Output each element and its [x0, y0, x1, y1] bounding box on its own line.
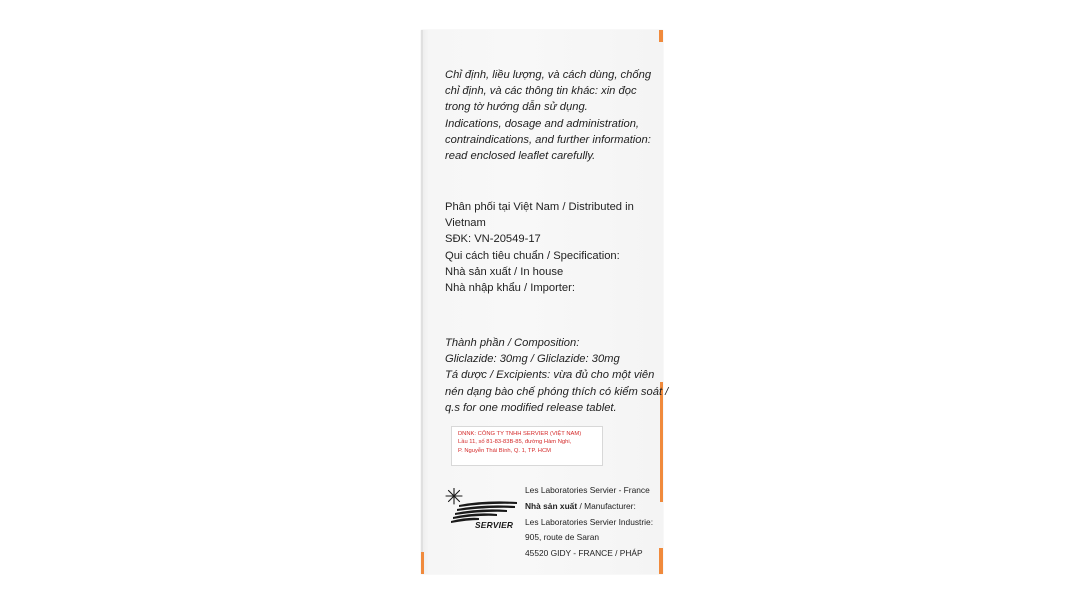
- box-left-edge: [421, 30, 423, 574]
- composition-text: [445, 335, 668, 416]
- distribution-line: Qui cách tiêu chuẩn / Specification:: [445, 249, 620, 262]
- registration-number: SĐK: VN-20549-17: [445, 233, 541, 246]
- distribution-line: Phân phối tại Việt Nam / Distributed in: [445, 201, 634, 213]
- manufacturer-label-en: / Manufacturer:: [577, 500, 636, 511]
- distribution-line: Nhà nhập khẩu / Importer:: [445, 282, 575, 295]
- instructions-text: [445, 67, 651, 164]
- distribution-line: Nhà sản xuất / In house: [445, 265, 564, 278]
- medicine-box-panel: [421, 30, 669, 574]
- orange-accent-bottom-right: [659, 548, 663, 574]
- manufacturer-heading: [525, 499, 653, 515]
- manufacturer-info: [525, 483, 653, 562]
- composition-line: nén dạng bào chế phóng thích có kiểm soát /: [445, 385, 669, 398]
- manufacturer-line: Les Laboratories Servier Industrie:: [525, 516, 654, 527]
- instructions-line: Indications, dosage and administration,: [445, 117, 640, 130]
- orange-accent-top: [659, 30, 663, 42]
- instructions-line: read enclosed leaflet carefully.: [445, 150, 596, 163]
- instructions-line: chỉ định, và các thông tin khác: xin đọc: [445, 85, 637, 98]
- importer-line: Lầu 11, số 81-83-83B-85, đường Hàm Nghi,: [458, 439, 572, 446]
- instructions-line: trong tờ hướng dẫn sử dụng.: [445, 101, 588, 114]
- distribution-line: Vietnam: [445, 217, 486, 230]
- manufacturer-label: Nhà sản xuất: [525, 500, 578, 511]
- importer-line: P. Nguyễn Thái Bình, Q. 1, TP. HCM: [458, 447, 552, 454]
- manufacturer-line: 905, route de Saran: [525, 532, 600, 543]
- instructions-line: contraindications, and further information:: [445, 133, 651, 146]
- manufacturer-line: 45520 GIDY - FRANCE / PHÁP: [525, 548, 643, 559]
- composition-line: Gliclazide: 30mg / Gliclazide: 30mg: [445, 353, 620, 366]
- instructions-line: Chỉ định, liều lượng, và cách dùng, chống: [445, 69, 652, 81]
- servier-logo-text: SERVIER: [475, 520, 514, 530]
- importer-line: DNNK: CÔNG TY TNHH SERVIER (VIỆT NAM): [458, 431, 582, 437]
- importer-sticker: [451, 426, 603, 466]
- distribution-text: [445, 199, 634, 296]
- orange-accent-bottom-left: [421, 552, 424, 574]
- composition-line: Tá dược / Excipients: vừa đủ cho một viên: [445, 369, 655, 382]
- composition-line: Thành phần / Composition:: [445, 337, 580, 349]
- manufacturer-line: Les Laboratories Servier - France: [525, 485, 650, 495]
- composition-line: q.s for one modified release tablet.: [445, 401, 617, 414]
